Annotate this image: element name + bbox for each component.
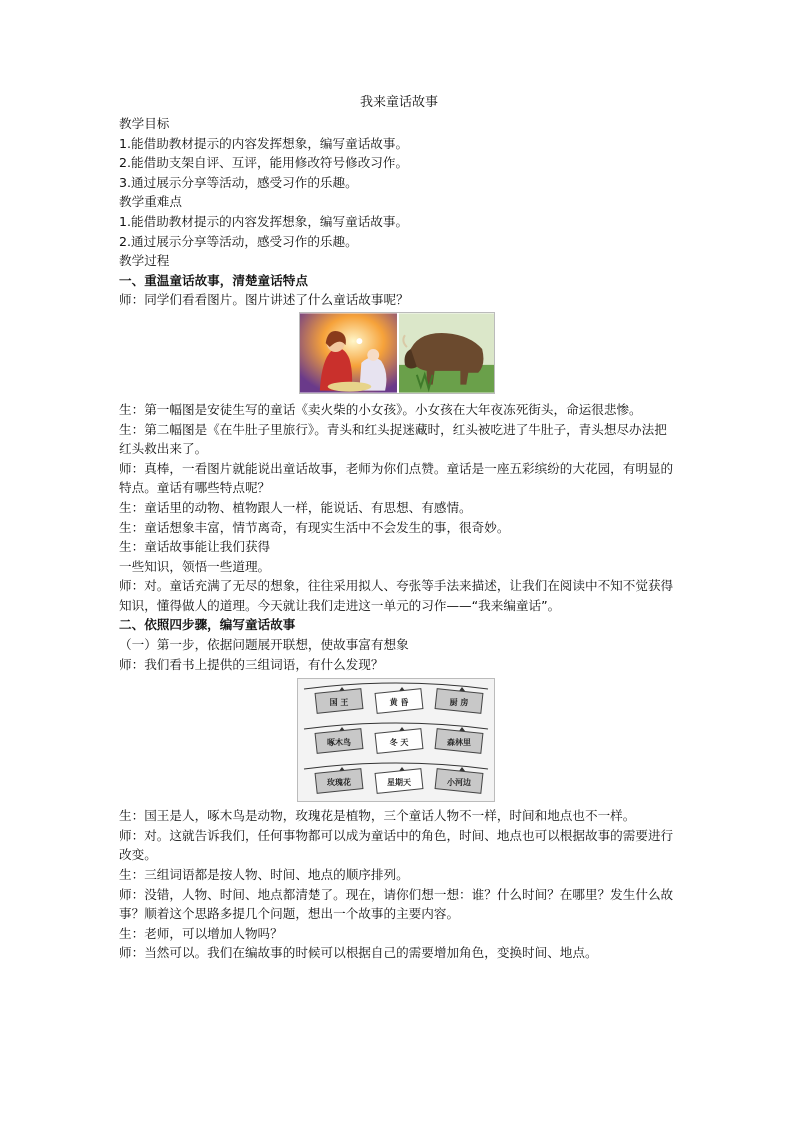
- word-card-label: 玫瑰花: [327, 778, 351, 788]
- text-line: 师：同学们看看图片。图片讲述了什么童话故事呢？: [119, 292, 409, 308]
- text-line: 教学过程: [119, 253, 170, 269]
- document-page: [119, 93, 679, 963]
- word-card-label: 星期天: [387, 778, 411, 788]
- text-line: 生：老师，可以增加人物吗？: [119, 925, 283, 941]
- text-line: 生：三组词语都是按人物、时间、地点的顺序排列。: [119, 867, 409, 883]
- text-line: 师：真棒，一看图片就能说出童话故事，老师为你们点赞。童话是一座五彩缤纷的大花园，有明显的特点。童话有哪些特点呢？: [119, 460, 674, 496]
- word-cards-svg: [298, 679, 494, 801]
- word-cards-picture: [297, 678, 495, 802]
- text-line: 二、依照四步骤，编写童话故事: [119, 617, 296, 633]
- word-card-label: 国 王: [329, 698, 349, 708]
- text-line: 师：对。童话充满了无尽的想象，往往采用拟人、夸张等手法来描述，让我们在阅读中不知不觉获得知识，懂得做人的道理。今天就让我们走进这一单元的习作——“我来编童话”。: [119, 578, 674, 613]
- word-card-label: 黄 昏: [389, 698, 409, 708]
- text-line: 3.通过展示分享等活动，感受习作的乐趣。: [119, 174, 358, 190]
- text-line: 一些知识，领悟一些道理。: [119, 558, 271, 574]
- text-line: 教学重难点: [119, 194, 182, 210]
- text-line: 师：当然可以。我们在编故事的时候可以根据自己的需要增加角色，变换时间、地点。: [119, 945, 598, 961]
- text-line: 师：我们看书上提供的三组词语，有什么发现？: [119, 656, 384, 672]
- text-line: 生：第二幅图是《在牛肚子里旅行》。青头和红头捉迷藏时，红头被吃进了牛肚子，青头想尽办法把红头救出来了。: [119, 421, 667, 457]
- word-card-label: 厨 房: [449, 698, 469, 708]
- text-line: 1.能借助教材提示的内容发挥想象，编写童话故事。: [119, 213, 409, 229]
- text-line: 生：国王是人，啄木鸟是动物，玫瑰花是植物，三个童话人物不一样，时间和地点也不一样。: [119, 808, 636, 824]
- text-block-objectives: [119, 114, 679, 310]
- text-line: （一）第一步，依据问题展开联想，使故事富有想象: [119, 637, 409, 653]
- text-block-discussion: [119, 806, 679, 963]
- text-line: 2.能借助支架自评、互评，能用修改符号修改习作。: [119, 155, 409, 171]
- text-line: 生：童话里的动物、植物跟人一样，能说话、有思想、有感情。: [119, 499, 472, 515]
- ox-picture: [397, 313, 494, 393]
- text-block-process: [119, 400, 679, 674]
- text-line: 生：第一幅图是安徒生写的童话《卖火柴的小女孩》。小女孩在大年夜冻死街头，命运很悲惨。: [119, 401, 642, 417]
- document-title: 我来童话故事: [359, 95, 438, 110]
- match-girl-picture: [300, 313, 397, 393]
- text-line: 师：对。这就告诉我们，任何事物都可以成为童话中的角色，时间、地点也可以根据故事的需要进行改变。: [119, 827, 674, 863]
- text-line: 2.通过展示分享等活动，感受习作的乐趣。: [119, 233, 358, 249]
- word-card-label: 啄木鸟: [327, 738, 351, 748]
- text-line: 生：童话故事能让我们获得: [119, 539, 271, 555]
- text-line: 一、重温童话故事，清楚童话特点: [119, 272, 308, 288]
- text-line: 生：童话想象丰富，情节离奇，有现实生活中不会发生的事，很奇妙。: [119, 519, 510, 535]
- story-pictures: [299, 312, 495, 394]
- word-card-label: 小河边: [447, 778, 471, 788]
- text-line: 1.能借助教材提示的内容发挥想象，编写童话故事。: [119, 135, 409, 151]
- text-line: 师：没错，人物、时间、地点都清楚了。现在，请你们想一想：谁？什么时间？在哪里？发生什么故事？顺着这个思路多提几个问题，想出一个故事的主要内容。: [119, 886, 674, 922]
- text-line: 教学目标: [119, 116, 170, 131]
- word-card-label: 森林里: [447, 738, 471, 748]
- word-card-label: 冬 天: [389, 738, 409, 748]
